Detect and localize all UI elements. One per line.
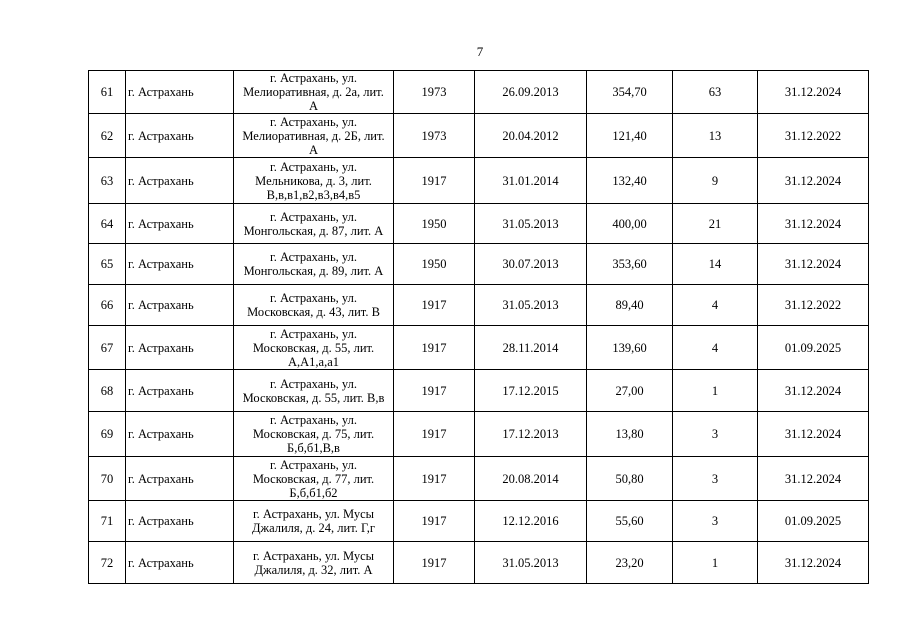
end-date-cell: 31.12.2024 xyxy=(758,158,869,204)
end-date-cell: 31.12.2024 xyxy=(758,412,869,457)
area-cell: 23,20 xyxy=(587,542,673,584)
page-number: 7 xyxy=(476,44,484,59)
end-date-cell: 01.09.2025 xyxy=(758,501,869,542)
year-cell: 1917 xyxy=(394,501,475,542)
address-line: г. Астрахань, ул. xyxy=(270,250,357,264)
end-date-cell: 31.12.2022 xyxy=(758,114,869,158)
address-line: А,А1,а,а1 xyxy=(287,354,340,369)
address-line: Б,б,б1,В,в xyxy=(287,441,340,455)
address-line: Б,б,б1,б2 xyxy=(289,485,338,500)
address-line: Монгольская, д. 89, лит. А xyxy=(243,264,384,278)
address-line: г. Астрахань, ул. xyxy=(270,291,357,305)
count-cell: 13 xyxy=(673,114,758,158)
row-number: 64 xyxy=(89,204,126,244)
date-cell: 12.12.2016 xyxy=(475,501,587,542)
area-cell: 27,00 xyxy=(587,370,673,412)
year-cell: 1917 xyxy=(394,457,475,501)
city-cell: г. Астрахань xyxy=(126,412,234,457)
year-cell: 1973 xyxy=(394,71,475,114)
city-cell: г. Астрахань xyxy=(126,542,234,584)
end-date-cell: 31.12.2024 xyxy=(758,204,869,244)
year-cell: 1950 xyxy=(394,204,475,244)
address-cell xyxy=(234,285,394,326)
count-cell: 9 xyxy=(673,158,758,204)
row-number: 68 xyxy=(89,370,126,412)
address-line: г. Астрахань, ул. xyxy=(270,159,357,174)
row-number: 63 xyxy=(89,158,126,204)
count-cell: 3 xyxy=(673,457,758,501)
address-line: г. Астрахань, ул. xyxy=(270,209,357,224)
count-cell: 21 xyxy=(673,204,758,244)
address-line: г. Астрахань, ул. xyxy=(270,114,357,129)
row-number: 61 xyxy=(89,71,126,114)
year-cell: 1917 xyxy=(394,285,475,326)
address-line: Мелиоративная, д. 2а, лит. xyxy=(243,85,384,99)
year-cell: 1950 xyxy=(394,244,475,285)
register-table xyxy=(88,70,869,584)
address-line: Джалиля, д. 32, лит. А xyxy=(254,562,373,577)
area-cell: 353,60 xyxy=(587,244,673,285)
date-cell: 31.01.2014 xyxy=(475,158,587,204)
count-cell: 4 xyxy=(673,285,758,326)
address-line: Монгольская, д. 87, лит. А xyxy=(243,223,384,238)
address-line: г. Астрахань, ул. xyxy=(270,376,357,391)
table-row xyxy=(89,457,869,501)
year-cell: 1973 xyxy=(394,114,475,158)
table-row xyxy=(89,204,869,244)
row-number: 69 xyxy=(89,412,126,457)
address-line: г. Астрахань, ул. Мусы xyxy=(252,507,375,521)
row-number: 66 xyxy=(89,285,126,326)
row-number: 72 xyxy=(89,542,126,584)
table-row xyxy=(89,158,869,204)
area-cell: 13,80 xyxy=(587,412,673,457)
date-cell: 31.05.2013 xyxy=(475,204,587,244)
date-cell: 17.12.2013 xyxy=(475,412,587,457)
address-cell xyxy=(234,158,394,204)
address-line: г. Астрахань, ул. xyxy=(270,457,357,472)
end-date-cell: 31.12.2022 xyxy=(758,285,869,326)
row-number: 65 xyxy=(89,244,126,285)
city-cell: г. Астрахань xyxy=(126,71,234,114)
year-cell: 1917 xyxy=(394,542,475,584)
address-line: г. Астрахань, ул. xyxy=(270,413,357,427)
date-cell: 20.08.2014 xyxy=(475,457,587,501)
row-number: 71 xyxy=(89,501,126,542)
city-cell: г. Астрахань xyxy=(126,158,234,204)
count-cell: 3 xyxy=(673,412,758,457)
table-row xyxy=(89,285,869,326)
year-cell: 1917 xyxy=(394,412,475,457)
area-cell: 400,00 xyxy=(587,204,673,244)
row-number: 62 xyxy=(89,114,126,158)
date-cell: 30.07.2013 xyxy=(475,244,587,285)
address-line: Московская, д. 43, лит. В xyxy=(247,305,380,319)
area-cell: 50,80 xyxy=(587,457,673,501)
table-row xyxy=(89,244,869,285)
address-cell xyxy=(234,501,394,542)
address-cell xyxy=(234,204,394,244)
address-cell xyxy=(234,244,394,285)
row-number: 67 xyxy=(89,326,126,370)
table-row xyxy=(89,326,869,370)
date-cell: 28.11.2014 xyxy=(475,326,587,370)
end-date-cell: 31.12.2024 xyxy=(758,457,869,501)
city-cell: г. Астрахань xyxy=(126,501,234,542)
end-date-cell: 31.12.2024 xyxy=(758,71,869,114)
date-cell: 26.09.2013 xyxy=(475,71,587,114)
city-cell: г. Астрахань xyxy=(126,370,234,412)
address-cell xyxy=(234,457,394,501)
address-line: Мелиоративная, д. 2Б, лит. xyxy=(242,128,385,143)
area-cell: 55,60 xyxy=(587,501,673,542)
year-cell: 1917 xyxy=(394,370,475,412)
area-cell: 354,70 xyxy=(587,71,673,114)
count-cell: 1 xyxy=(673,542,758,584)
city-cell: г. Астрахань xyxy=(126,244,234,285)
count-cell: 1 xyxy=(673,370,758,412)
date-cell: 17.12.2015 xyxy=(475,370,587,412)
city-cell: г. Астрахань xyxy=(126,204,234,244)
address-line: Московская, д. 55, лит. В,в xyxy=(242,390,385,405)
count-cell: 4 xyxy=(673,326,758,370)
address-cell xyxy=(234,542,394,584)
date-cell: 31.05.2013 xyxy=(475,285,587,326)
address-cell xyxy=(234,71,394,114)
date-cell: 31.05.2013 xyxy=(475,542,587,584)
address-line: Джалиля, д. 24, лит. Г,г xyxy=(251,521,376,535)
area-cell: 139,60 xyxy=(587,326,673,370)
address-cell xyxy=(234,412,394,457)
table-row xyxy=(89,412,869,457)
table-row xyxy=(89,542,869,584)
year-cell: 1917 xyxy=(394,158,475,204)
area-cell: 132,40 xyxy=(587,158,673,204)
end-date-cell: 31.12.2024 xyxy=(758,244,869,285)
end-date-cell: 31.12.2024 xyxy=(758,370,869,412)
end-date-cell: 01.09.2025 xyxy=(758,326,869,370)
address-cell xyxy=(234,326,394,370)
year-cell: 1917 xyxy=(394,326,475,370)
area-cell: 89,40 xyxy=(587,285,673,326)
area-cell: 121,40 xyxy=(587,114,673,158)
city-cell: г. Астрахань xyxy=(126,285,234,326)
address-cell xyxy=(234,114,394,158)
address-line: А xyxy=(308,142,319,157)
table-row xyxy=(89,71,869,114)
date-cell: 20.04.2012 xyxy=(475,114,587,158)
address-line: г. Астрахань, ул. Мусы xyxy=(252,548,375,563)
count-cell: 14 xyxy=(673,244,758,285)
row-number: 70 xyxy=(89,457,126,501)
address-line: г. Астрахань, ул. xyxy=(270,326,357,341)
table-row xyxy=(89,501,869,542)
city-cell: г. Астрахань xyxy=(126,457,234,501)
address-line: Московская, д. 77, лит. xyxy=(252,471,375,486)
address-line: А xyxy=(308,99,319,113)
city-cell: г. Астрахань xyxy=(126,326,234,370)
address-line: г. Астрахань, ул. xyxy=(270,71,357,85)
end-date-cell: 31.12.2024 xyxy=(758,542,869,584)
count-cell: 63 xyxy=(673,71,758,114)
address-line: Мельникова, д. 3, лит. xyxy=(255,173,372,188)
city-cell: г. Астрахань xyxy=(126,114,234,158)
address-line: Московская, д. 55, лит. xyxy=(252,340,375,355)
table-row xyxy=(89,114,869,158)
address-cell xyxy=(234,370,394,412)
address-line: В,в,в1,в2,в3,в4,в5 xyxy=(266,187,361,202)
count-cell: 3 xyxy=(673,501,758,542)
address-line: Московская, д. 75, лит. xyxy=(252,427,375,441)
table-row xyxy=(89,370,869,412)
